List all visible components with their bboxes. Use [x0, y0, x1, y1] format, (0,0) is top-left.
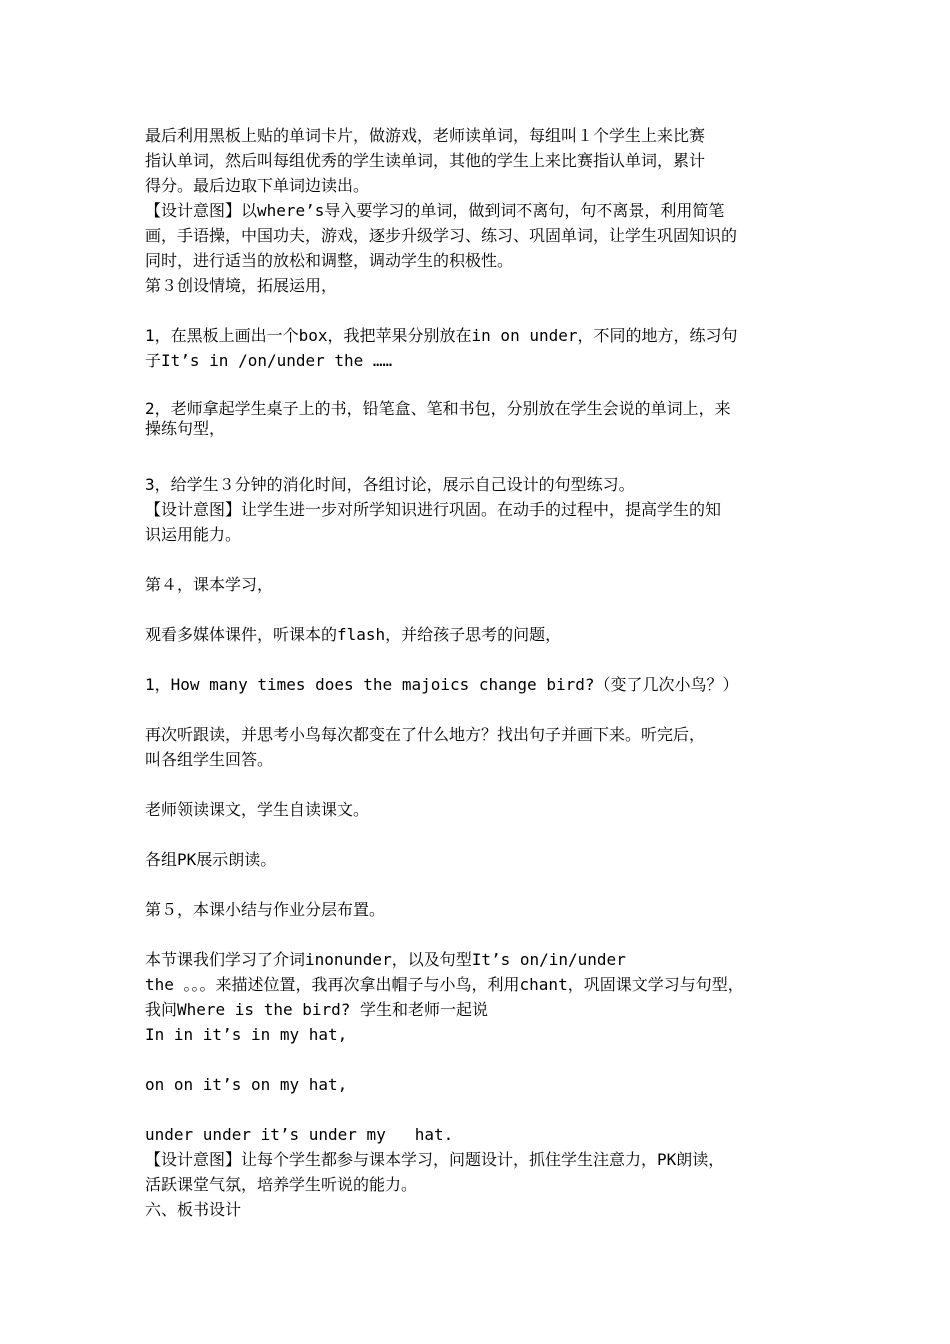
paragraph-line: 老师领读课文，学生自读课文。	[145, 800, 370, 819]
paragraph-line: 我问Where is the bird? 学生和老师一起说	[145, 1000, 489, 1019]
paragraph-line: 本节课我们学习了介词inonunder，以及句型It’s on/in/under	[145, 950, 626, 969]
paragraph-line: 3，给学生３分钟的消化时间，各组讨论，展示自己设计的句型练习。	[145, 475, 635, 494]
design-intent-line: 【设计意图】让学生进一步对所学知识进行巩固。在动手的过程中，提高学生的知	[145, 500, 722, 519]
paragraph-line: 最后利用黑板上贴的单词卡片，做游戏，老师读单词，每组叫１个学生上来比赛	[145, 126, 706, 145]
paragraph-line: 识运用能力。	[145, 525, 242, 544]
paragraph-line: 1，在黑板上画出一个box，我把苹果分别放在in on under，不同的地方，练习句	[145, 326, 738, 345]
paragraph-line: 叫各组学生回答。	[145, 750, 274, 769]
section-heading-5: 第５，本课小结与作业分层布置。	[145, 900, 386, 919]
paragraph-line: 活跃课堂气氛，培养学生听说的能力。	[145, 1175, 418, 1194]
paragraph-line: 再次听跟读，并思考小鸟每次都变在了什么地方？找出句子并画下来。听完后，	[145, 725, 706, 744]
paragraph-line: 指认单词，然后叫每组优秀的学生读单词，其他的学生上来比赛指认单词，累计	[145, 151, 706, 170]
paragraph-line: 子It’s in /on/under the ……	[145, 351, 393, 370]
chant-line: In in it’s in my hat,	[145, 1025, 348, 1044]
question-line: 1，How many times does the majoics change bird?（变了几次小鸟？）	[145, 675, 739, 694]
paragraph-line: 操练句型，	[145, 419, 226, 438]
paragraph-line: the 。。。来描述位置，我再次拿出帽子与小鸟，利用chant，巩固课文学习与句型，	[145, 975, 744, 994]
section-heading-4: 第４，课本学习，	[145, 575, 274, 594]
design-intent-line: 【设计意图】以where’s导入要学习的单词，做到词不离句，句不离景，利用简笔	[145, 201, 725, 220]
paragraph-line: 2，老师拿起学生桌子上的书，铅笔盒、笔和书包，分别放在学生会说的单词上，来	[145, 399, 731, 418]
paragraph-line: 各组PK展示朗读。	[145, 850, 277, 869]
section-heading-board-design: 六、板书设计	[145, 1200, 242, 1219]
chant-line: on on it’s on my hat,	[145, 1075, 348, 1094]
paragraph-line: 观看多媒体课件，听课本的flash，并给孩子思考的问题，	[145, 625, 562, 644]
section-heading-3: 第３创设情境，拓展运用，	[145, 276, 338, 295]
design-intent-line: 【设计意图】让每个学生都参与课本学习，问题设计，抓住学生注意力，PK朗读，	[145, 1150, 725, 1169]
paragraph-line: 画，手语操，中国功夫，游戏，逐步升级学习、练习、巩固单词，让学生巩固知识的	[145, 226, 738, 245]
paragraph-line: 得分。最后边取下单词边读出。	[145, 176, 370, 195]
paragraph-line: 同时，进行适当的放松和调整，调动学生的积极性。	[145, 251, 514, 270]
chant-line: under under it’s under my hat.	[145, 1125, 454, 1144]
